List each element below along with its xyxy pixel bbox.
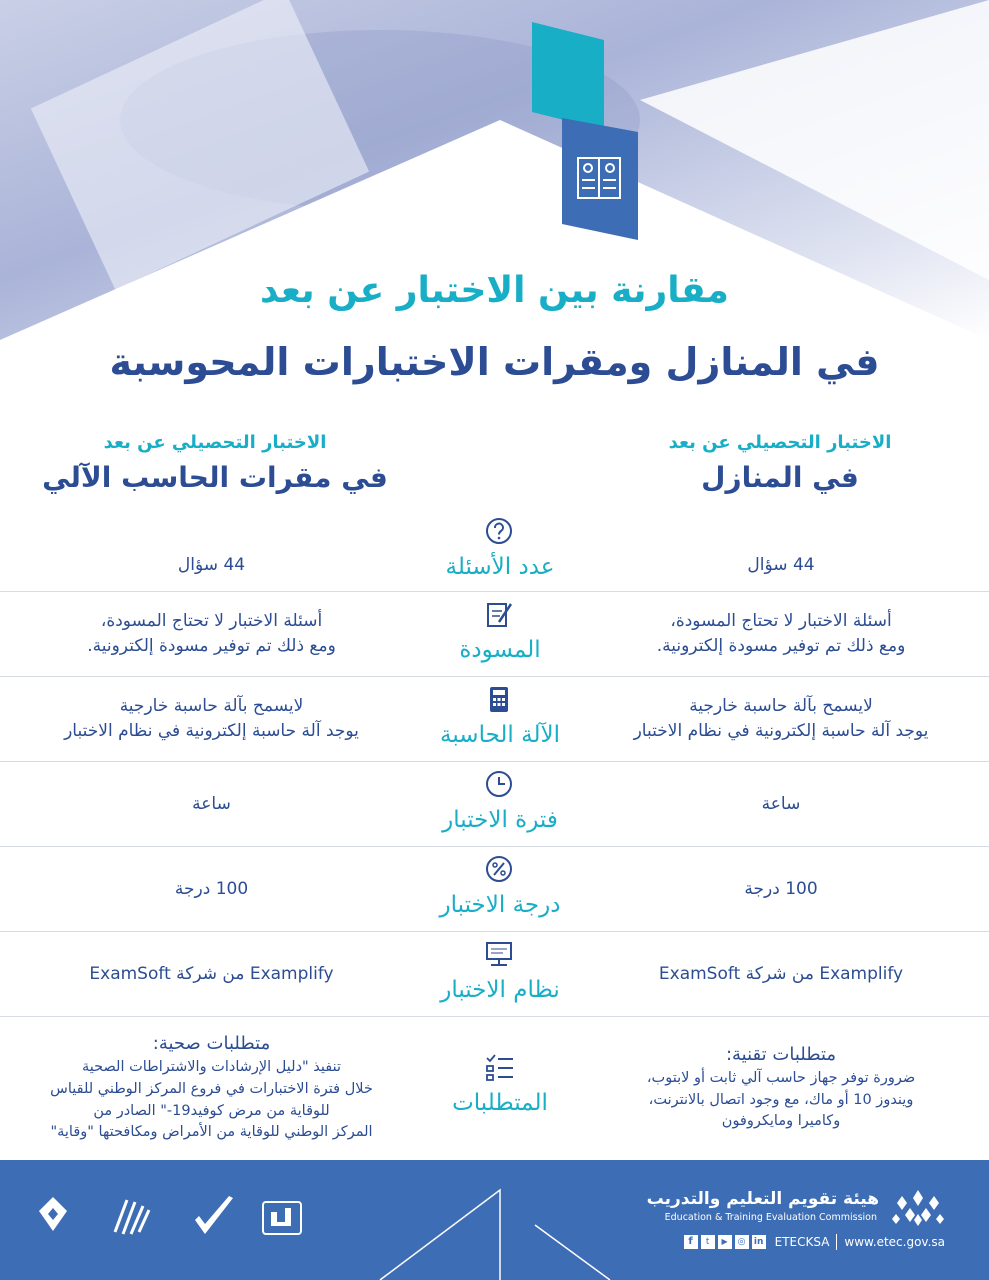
criterion-cell xyxy=(405,847,595,931)
cell-line: أسئلة الاختبار لا تحتاج المسودة، xyxy=(670,611,892,632)
cell-line: ساعة xyxy=(192,793,231,814)
org-name-en: Education & Training Evaluation Commission xyxy=(664,1212,877,1223)
column-title: في مقرات الحاسب الآلي xyxy=(42,461,388,494)
criterion-cell xyxy=(405,592,595,676)
cell-line: ساعة xyxy=(761,793,801,814)
calculator-icon xyxy=(485,685,515,715)
home-cell xyxy=(595,932,967,1016)
social-bar xyxy=(684,1234,945,1250)
cell-line: Examplify من شركة ExamSoft xyxy=(89,963,334,984)
home-cell xyxy=(595,847,967,931)
tamayuz-logo xyxy=(39,1197,67,1231)
criterion-label: المتطلبات xyxy=(452,1090,548,1117)
cell-line: للوقاية من مرض كوفيد19-" الصادر من xyxy=(93,1102,330,1119)
social-handle: ETECKSA xyxy=(774,1235,830,1249)
criterion-label: المسودة xyxy=(459,637,541,664)
column-title: في المنازل xyxy=(701,461,859,494)
criterion-label: درجة الاختبار xyxy=(439,892,561,919)
center-cell xyxy=(18,932,405,1016)
draft-pen-icon xyxy=(485,600,515,630)
cell-line: ومع ذلك تم توفير مسودة إلكترونية. xyxy=(656,636,906,656)
home-cell xyxy=(595,592,967,676)
cell-line: خلال فترة الاختبارات في فروع المركز الوطني للقياس xyxy=(50,1080,373,1097)
monitor-icon xyxy=(485,940,515,970)
page-title-line2: في المنازل ومقرات الاختبارات المحوسبة xyxy=(109,340,880,384)
cell-line: ضرورة توفر جهاز حاسب آلي ثابت أو لابتوب، xyxy=(646,1069,916,1086)
divider xyxy=(836,1234,837,1250)
criterion-label: الآلة الحاسبة xyxy=(440,722,560,749)
home-cell xyxy=(595,677,967,761)
cell-line: متطلبات صحية: xyxy=(152,1033,271,1054)
center-cell xyxy=(18,677,405,761)
cell-line: لايسمح بآلة حاسبة خارجية xyxy=(689,696,873,717)
criterion-cell xyxy=(405,762,595,846)
question-icon xyxy=(485,517,515,547)
twitter-icon[interactable]: t xyxy=(701,1235,715,1249)
column-header-center xyxy=(30,432,400,494)
cell-line: Examplify من شركة ExamSoft xyxy=(658,963,904,984)
column-subtitle: الاختبار التحصيلي عن بعد xyxy=(668,432,892,453)
center-cell xyxy=(18,1017,405,1157)
cell-line: 100 درجة xyxy=(174,878,249,899)
cell-line: يوجد آلة حاسبة إلكترونية في نظام الاختبار xyxy=(64,721,359,741)
checklist-icon xyxy=(485,1053,515,1083)
home-cell xyxy=(595,510,967,591)
center-cell xyxy=(18,762,405,846)
center-cell xyxy=(18,847,405,931)
cell-line: وكاميرا ومايكروفون xyxy=(721,1113,841,1130)
cell-line: 100 درجة xyxy=(744,878,818,899)
criterion-cell xyxy=(405,932,595,1016)
home-cell xyxy=(595,762,967,846)
cell-line: 44 سؤال xyxy=(747,555,815,576)
clock-icon xyxy=(485,770,515,800)
table-row xyxy=(0,510,989,592)
criterion-cell xyxy=(405,677,595,761)
home-cell xyxy=(595,1017,967,1157)
center-cell xyxy=(18,510,405,591)
etimad-logo xyxy=(195,1196,233,1234)
percent-icon xyxy=(485,855,515,885)
table-row xyxy=(0,1017,989,1157)
website-link[interactable]: www.etec.gov.sa xyxy=(844,1235,945,1249)
cell-line: أسئلة الاختبار لا تحتاج المسودة، xyxy=(100,611,323,632)
footer xyxy=(0,1160,989,1280)
cell-line: لايسمح بآلة حاسبة خارجية xyxy=(119,696,304,717)
cell-line: ومع ذلك تم توفير مسودة إلكترونية. xyxy=(87,636,336,656)
criterion-label: فترة الاختبار xyxy=(442,807,558,834)
table-row xyxy=(0,677,989,762)
linkedin-icon[interactable]: in xyxy=(752,1235,766,1249)
column-subtitle: الاختبار التحصيلي عن بعد xyxy=(103,432,327,453)
table-row xyxy=(0,762,989,847)
cell-line: متطلبات تقنية: xyxy=(725,1043,837,1065)
org-name-ar: هيئة تقويم التعليم والتدريب xyxy=(646,1189,879,1209)
table-row xyxy=(0,932,989,1017)
page-title-line1: مقارنة بين الاختبار عن بعد xyxy=(260,270,729,311)
qiyas-logo xyxy=(263,1202,301,1234)
youtube-icon[interactable]: ▶ xyxy=(718,1235,732,1249)
criterion-label: نظام الاختبار xyxy=(440,977,560,1004)
center-cell xyxy=(18,592,405,676)
column-header-home xyxy=(610,432,950,494)
criterion-cell xyxy=(405,1017,595,1157)
cell-line: المركز الوطني للوقاية من الأمراض ومكافحتها "وقاية" xyxy=(50,1124,373,1141)
etec-logo-icon xyxy=(890,1188,946,1228)
cell-line: تنفيذ "دليل الإرشادات والاشتراطات الصحية xyxy=(81,1059,342,1075)
criterion-cell xyxy=(405,510,595,591)
partner-logos xyxy=(35,1192,305,1242)
cell-line: يوجد آلة حاسبة إلكترونية في نظام الاختبار xyxy=(633,721,929,741)
cell-line: 44 سؤال xyxy=(177,555,246,576)
masar-logo xyxy=(115,1200,149,1234)
criterion-label: عدد الأسئلة xyxy=(445,553,555,580)
table-row xyxy=(0,592,989,677)
facebook-icon[interactable]: f xyxy=(684,1235,698,1249)
cell-line: ويندوز 10 أو ماك، مع وجود اتصال بالانترنت، xyxy=(648,1091,914,1108)
table-row xyxy=(0,847,989,932)
instagram-icon[interactable]: ◎ xyxy=(735,1235,749,1249)
comparison-table xyxy=(0,510,989,1157)
